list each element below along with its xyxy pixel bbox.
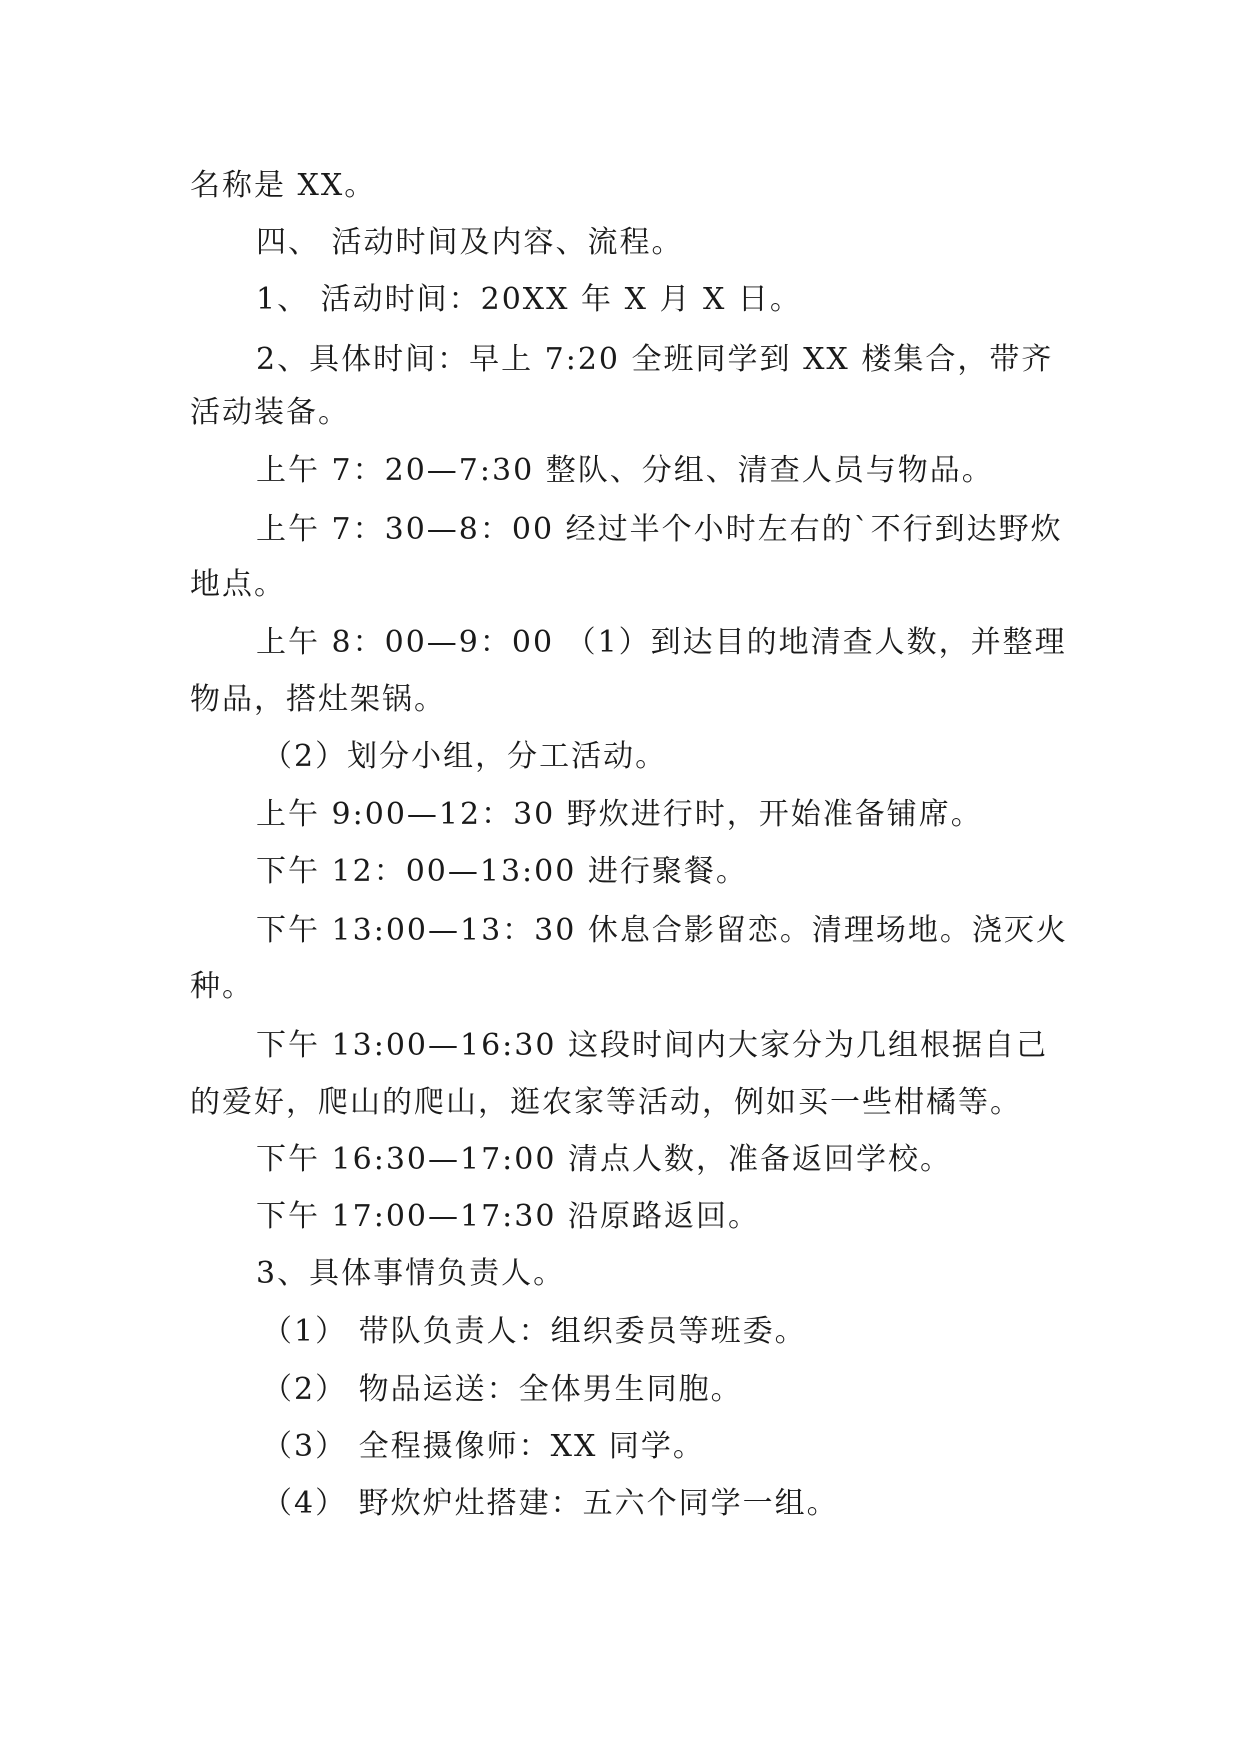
schedule-line: 上午 7：20—7:30 整队、分组、清查人员与物品。 [256, 453, 994, 488]
schedule-line: 下午 16:30—17:00 清点人数，准备返回学校。 [256, 1142, 952, 1177]
text-line: 活动装备。 [190, 395, 350, 430]
section-heading: 四、 活动时间及内容、流程。 [256, 225, 684, 260]
text-line: 地点。 [190, 567, 286, 602]
list-item: （1） 带队负责人：组织委员等班委。 [262, 1314, 807, 1349]
schedule-line: 上午 9:00—12：30 野炊进行时，开始准备铺席。 [256, 797, 983, 832]
schedule-line: 上午 8：00—9：00 （1）到达目的地清查人数，并整理 [256, 625, 1067, 660]
list-item: （4） 野炊炉灶搭建：五六个同学一组。 [262, 1486, 839, 1521]
schedule-line: 上午 7：30—8：00 经过半个小时左右的`不行到达野炊 [256, 512, 1063, 547]
text-line: 2、具体时间：早上 7:20 全班同学到 XX 楼集合，带齐 [256, 342, 1054, 377]
schedule-line: 下午 13:00—16:30 这段时间内大家分为几组根据自己 [256, 1028, 1048, 1063]
text-line: （2）划分小组，分工活动。 [262, 739, 668, 774]
text-line: 物品，搭灶架锅。 [190, 682, 446, 717]
schedule-line: 下午 12：00—13:00 进行聚餐。 [256, 854, 748, 889]
section-heading: 3、具体事情负责人。 [256, 1256, 566, 1291]
text-line: 的爱好，爬山的爬山，逛农家等活动，例如买一些柑橘等。 [190, 1085, 1022, 1120]
text-line: 种。 [190, 969, 254, 1004]
schedule-line: 下午 13:00—13：30 休息合影留恋。清理场地。浇灭火 [256, 913, 1068, 948]
list-item: （2） 物品运送：全体男生同胞。 [262, 1372, 743, 1407]
text-line: 名称是 XX。 [190, 168, 377, 203]
list-item: （3） 全程摄像师：XX 同学。 [262, 1429, 705, 1464]
text-line: 1、 活动时间：20XX 年 X 月 X 日。 [256, 282, 802, 317]
schedule-line: 下午 17:00—17:30 沿原路返回。 [256, 1199, 760, 1234]
